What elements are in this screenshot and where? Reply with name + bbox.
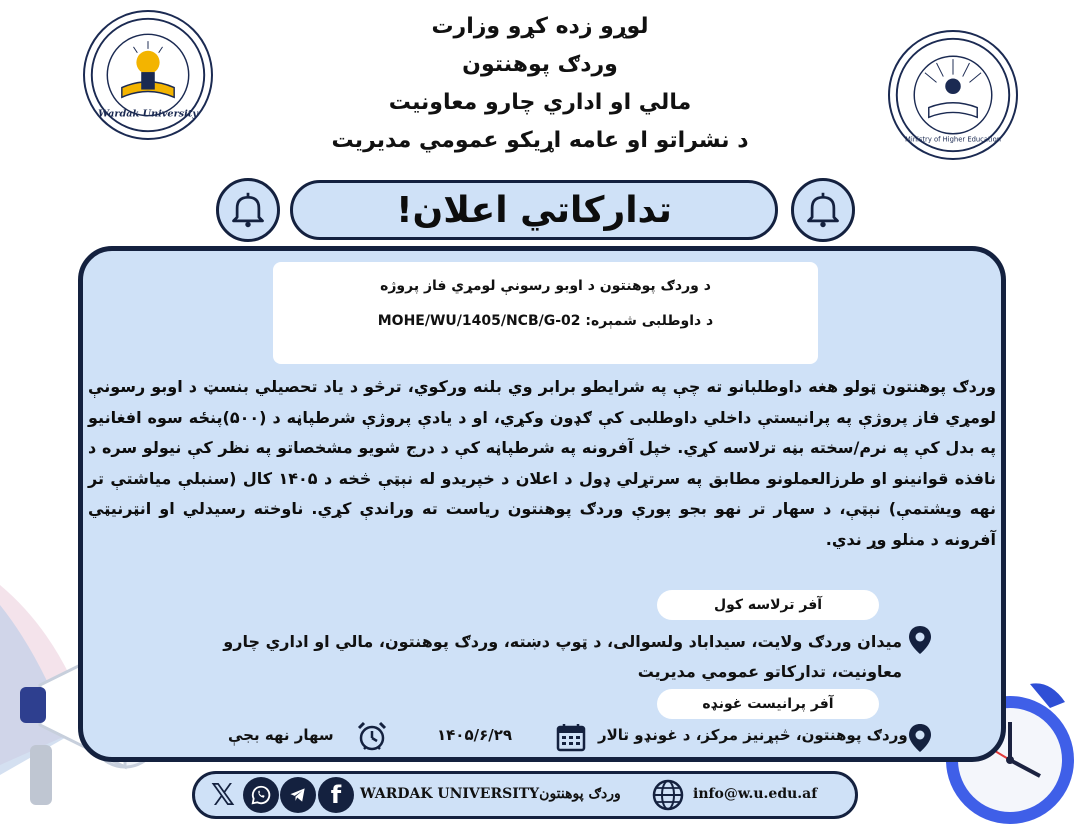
footer-email[interactable]: info@w.u.edu.af <box>693 786 818 802</box>
ministry-higher-education-logo <box>888 30 1018 160</box>
globe-icon <box>651 778 685 812</box>
announcement-body: وردګ پوهنتون ټولو هغه داوطلبانو ته چې په شرايطو برابر وي بلنه ورکوي، ترڅو د ياد تحصيلي بنسټ د اوبو رسونې لومړي فاز پروژې په پرانيستې داخلي داوطلبی کې ګډون وکړي، او د يادې پروژې شرطپاڼه د (۵۰۰)پنځه سوه افغانيو په بدل کې په نرم/سخته بڼه ترلاسه کړي. خپل آفرونه په شرطپاڼه کې د درج شويو مشخصاتو په نظر کې نيولو سره د نافذه قوانينو او طرزالعملونو مطابق په سرتړلي ډول د اعلان د خپريدو له نېټې څخه د ۱۴۰۵ کال (سنبلې مياشتې تر نهه ويشتمې) نېټې، د سهار تر نهو بجو پورې وردګ پوهنتون رياست ته وراندې کړي. ناوخته رسيدلي او انټرنيټي آفرونه د منلو وړ ندي. <box>88 377 996 549</box>
right-logo-caption: Ministry of Higher Education <box>905 135 1001 144</box>
opening-date: ۱۴۰۵/۶/۲۹ <box>437 726 513 744</box>
announcement-title: تدارکاتي اعلان! <box>396 189 672 231</box>
opening-label: آفر پرانيست غونډه <box>657 689 879 719</box>
header-directorate: د نشراتو او عامه اړيکو عمومي مديريت <box>331 128 749 153</box>
submission-address: ميدان وردګ ولايت، سيداباد ولسوالی، د ټوپ دښته، وردګ پوهنتون، مالي او اداري چارو معاونيت، تدارکاتو عمومي مديريت <box>223 632 902 681</box>
bell-icon <box>794 181 852 239</box>
wardak-university-logo <box>83 10 213 140</box>
footer-university-name: WARDAK UNIVERSITYوردګ پوهنتون <box>360 786 621 802</box>
submission-label: آفر ترلاسه کول <box>657 590 879 620</box>
header-university: وردګ پوهنتون <box>462 52 618 77</box>
bell-icon-right <box>791 178 855 242</box>
announcement-title-banner <box>290 180 778 240</box>
left-logo-caption: Wardak University <box>98 108 198 120</box>
project-name: د وردګ پوهنتون د اوبو رسونې لومړي فاز پروژه <box>380 278 711 294</box>
header-ministry: لوړو زده کړو وزارت <box>431 14 649 39</box>
project-info-box <box>273 262 818 364</box>
whatsapp-icon[interactable] <box>243 777 279 813</box>
opening-time: سهار نهه بجې <box>228 726 334 744</box>
x-icon[interactable]: 𝕏 <box>210 777 236 813</box>
opening-place: وردګ پوهنتون، څېړنيز مرکز، د غونډو تالار <box>598 726 908 744</box>
facebook-icon[interactable]: f <box>318 777 354 813</box>
bell-icon <box>219 181 277 239</box>
telegram-icon[interactable] <box>280 777 316 813</box>
location-icon <box>907 624 933 656</box>
alarm-clock-icon <box>356 720 388 752</box>
bid-number: د داوطلبی شمېره: MOHE/WU/1405/NCB/G-02 <box>377 313 714 329</box>
location-icon <box>907 722 933 754</box>
bell-icon-left <box>216 178 280 242</box>
header-deputy: مالي او اداري چارو معاونيت <box>388 90 692 115</box>
calendar-icon <box>556 722 586 752</box>
